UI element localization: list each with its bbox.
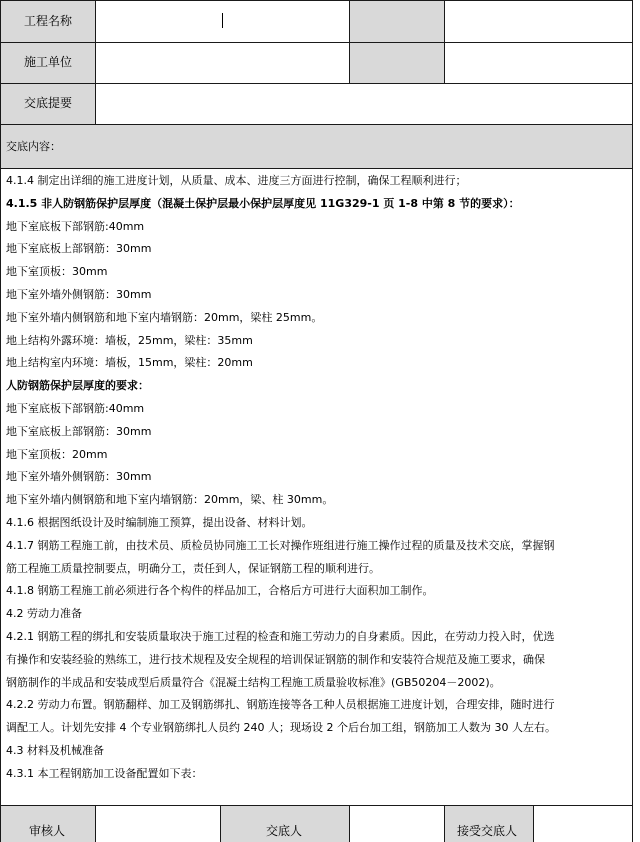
- discloser-input[interactable]: [354, 824, 439, 838]
- content-line: 4.1.7 钢筋工程施工前，由技术员、质检员协同施工工长对操作班组进行施工操作过程的质量及技术交底，掌握钢: [6, 538, 555, 552]
- content-line: 4.2 劳动力准备: [6, 607, 82, 621]
- project-name-gray-cell: [350, 0, 445, 42]
- content-line: 4.1.4 制定出详细的施工进度计划，从质量、成本、进度三方面进行控制，确保工程顺利进行；: [6, 174, 467, 187]
- column-divider: [220, 805, 221, 842]
- column-divider: [349, 0, 350, 83]
- column-divider: [95, 0, 96, 124]
- content-line: 地下室底板下部钢筋:40mm: [6, 219, 145, 233]
- column-divider: [349, 805, 350, 842]
- content-line: 4.2.1 钢筋工程的绑扎和安装质量取决于施工过程的检查和施工劳动力的自身素质。因此，在劳动力投入时，优选: [6, 629, 555, 643]
- column-divider: [444, 805, 445, 842]
- disclosure-content: [6, 170, 628, 786]
- row-divider: [0, 168, 633, 169]
- content-line: 地下室底板上部钢筋：30mm: [6, 242, 152, 256]
- summary-label: 交底提要: [24, 96, 73, 110]
- content-line: 4.1.6 根据图纸设计及时编制施工预算，提出设备、材料计划。: [6, 515, 313, 529]
- column-divider: [0, 0, 1, 842]
- content-line: 地下室外墙内侧钢筋和地下室内墙钢筋：20mm，梁柱 25mm。: [6, 310, 323, 324]
- column-divider: [533, 805, 534, 842]
- content-line: 4.1.8 钢筋工程施工前必须进行各个构件的样品加工，合格后方可进行大面积加工制作。: [6, 584, 434, 598]
- reviewer-input[interactable]: [100, 824, 215, 838]
- construction-unit-input[interactable]: [100, 55, 345, 69]
- column-divider: [95, 805, 96, 842]
- content-label-cell: [0, 124, 632, 168]
- content-line: 地下室底板下部钢筋:40mm: [6, 401, 145, 415]
- content-line: 调配工人。计划先安排 4 个专业钢筋绑扎人员约 240 人；现场设 2 个后台加工组，钢筋加工人数为 30 人左右。: [6, 721, 556, 735]
- content-label: 交底内容：: [6, 140, 61, 153]
- content-line: 4.2.2 劳动力布置。钢筋翻样、加工及钢筋绑扎、钢筋连接等各工种人员根据施工进度计划，合理安排，随时进行: [6, 698, 555, 712]
- row-divider: [0, 124, 633, 125]
- project-name-label: 工程名称: [24, 14, 73, 28]
- discloser-label: 交底人: [266, 824, 303, 838]
- content-line: 有操作和安装经验的熟练工，进行技术规程及安全规程的培训保证钢筋的制作和安装符合规范及施工要求，确保: [6, 652, 545, 666]
- column-divider: [632, 0, 633, 842]
- summary-input[interactable]: [100, 96, 628, 110]
- text-cursor: [222, 13, 223, 28]
- content-line: 地下室外墙外侧钢筋：30mm: [6, 470, 152, 484]
- content-line: 人防钢筋保护层厚度的要求：: [6, 379, 149, 393]
- content-line: 地下室底板上部钢筋：30mm: [6, 424, 152, 438]
- content-line: 地下室顶板：30mm: [6, 265, 108, 279]
- content-line: 地下室外墙内侧钢筋和地下室内墙钢筋：20mm，梁、柱 30mm。: [6, 493, 334, 507]
- content-line: 地上结构外露环境：墙板，25mm，梁柱：35mm: [6, 333, 253, 347]
- content-line: 地下室外墙外侧钢筋：30mm: [6, 287, 152, 301]
- content-line: 4.1.5 非人防钢筋保护层厚度（混凝土保护层最小保护层厚度见 11G329-1 页 1-8 中第 8 节的要求）：: [6, 196, 520, 210]
- content-line: 筋工程施工质量控制要点，明确分工，责任到人，保证钢筋工程的顺利进行。: [6, 561, 380, 575]
- content-line: 地上结构室内环境：墙板，15mm，梁柱：20mm: [6, 356, 253, 370]
- column-divider: [444, 0, 445, 83]
- receiver-input[interactable]: [538, 824, 628, 838]
- content-line: 4.3 材料及机械准备: [6, 743, 104, 757]
- receiver-label: 接受交底人: [457, 824, 518, 838]
- content-line: 4.3.1 本工程钢筋加工设备配置如下表：: [6, 766, 203, 780]
- construction-unit-gray-cell: [350, 42, 445, 83]
- content-line: 地下室顶板：20mm: [6, 447, 108, 461]
- construction-unit-label: 施工单位: [24, 55, 73, 69]
- reviewer-label: 审核人: [29, 824, 66, 838]
- content-line: 钢筋制作的半成品和安装成型后质量符合《混凝土结构工程施工质量验收标准》(GB50204－2002)。: [6, 675, 501, 689]
